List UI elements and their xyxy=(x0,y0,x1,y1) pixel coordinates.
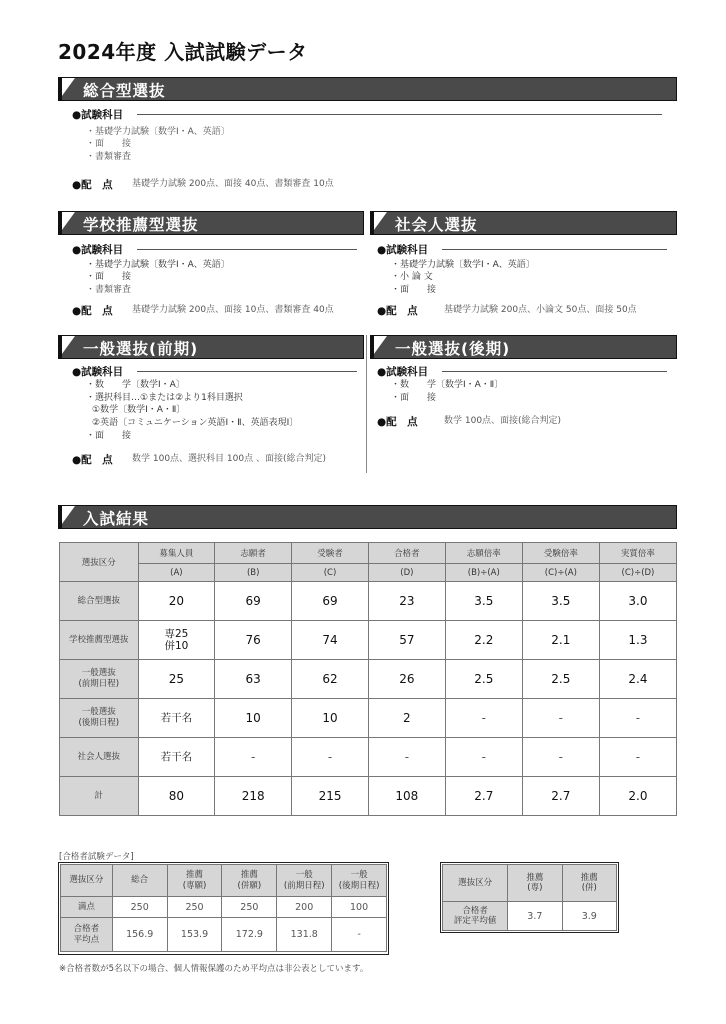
row-label: 満点 xyxy=(61,897,113,918)
table-cell: 3.7 xyxy=(508,902,562,931)
subject-item: ・基礎学力試験〔数学Ⅰ・A、英語〕 xyxy=(86,260,230,270)
score-text-shakai: 基礎学力試験 200点、小論文 50点、面接 50点 xyxy=(444,305,637,315)
subject-item: ②英語〔コミュニケーション英語Ⅰ・Ⅱ、英語表現Ⅰ〕 xyxy=(92,418,299,428)
row-label: 一般選抜 (後期日程) xyxy=(60,699,139,738)
column-header: 募集人員 xyxy=(138,543,215,564)
table-cell: - xyxy=(445,738,522,777)
footnote: ※合格者数が5名以下の場合、個人情報保護のため平均点は非公表としています。 xyxy=(59,964,369,974)
subject-item: ・書類審査 xyxy=(86,152,132,162)
column-header: 推薦 (専) xyxy=(508,865,562,902)
table-cell: 若干名 xyxy=(138,699,215,738)
table-row xyxy=(60,699,677,738)
column-header: 実質倍率 xyxy=(599,543,676,564)
table-row xyxy=(443,902,617,931)
table-row xyxy=(60,660,677,699)
subject-item: ・数 学〔数学Ⅰ・A〕 xyxy=(86,380,185,390)
section-title-results: 入試結果 xyxy=(83,510,150,528)
subjects-label-gakkou: ●試験科目 xyxy=(72,244,124,256)
table-cell: 専25 併10 xyxy=(138,621,215,660)
column-header: 受験倍率 xyxy=(522,543,599,564)
divider xyxy=(442,249,667,250)
subject-item: ・選択科目…①または②より1科目選択 xyxy=(86,393,243,403)
subject-item: ・面 接 xyxy=(391,285,437,295)
table-cell: 200 xyxy=(277,897,332,918)
column-header: 一般 (前期日程) xyxy=(277,865,332,897)
section-title-zenki: 一般選抜(前期) xyxy=(83,340,199,358)
section-bar-shakai xyxy=(370,211,677,235)
table-cell: 25 xyxy=(138,660,215,699)
column-code: (C) xyxy=(292,564,369,582)
table-cell: 215 xyxy=(292,777,369,816)
table-cell: 2.1 xyxy=(522,621,599,660)
subjects-label-shakai: ●試験科目 xyxy=(377,244,429,256)
table-cell: - xyxy=(599,738,676,777)
score-text-gakkou: 基礎学力試験 200点、面接 10点、書類審査 40点 xyxy=(132,305,334,315)
column-header: 志願倍率 xyxy=(445,543,522,564)
table-cell: 63 xyxy=(215,660,292,699)
table-cell: 1.3 xyxy=(599,621,676,660)
column-code: (C)÷(D) xyxy=(599,564,676,582)
score-label-zenki: ●配 点 xyxy=(72,454,113,466)
table-cell: 2.5 xyxy=(522,660,599,699)
section-title-kouki: 一般選抜(後期) xyxy=(395,340,511,358)
score-text-zenki: 数学 100点、選択科目 100点 、面接(総合判定) xyxy=(132,454,326,464)
table-cell: 23 xyxy=(368,582,445,621)
column-header: 推薦 (専願) xyxy=(167,865,222,897)
subject-item: ・小 論 文 xyxy=(391,272,433,282)
row-label: 合格者 平均点 xyxy=(61,918,113,952)
row-label: 社会人選抜 xyxy=(60,738,139,777)
column-code: (D) xyxy=(368,564,445,582)
subject-item: ・数 学〔数学Ⅰ・A・Ⅱ〕 xyxy=(391,380,504,390)
divider xyxy=(137,114,662,115)
subjects-label-zenki: ●試験科目 xyxy=(72,366,124,378)
row-label: 計 xyxy=(60,777,139,816)
score-label-sougou: ●配 点 xyxy=(72,179,113,191)
table-cell: 153.9 xyxy=(167,918,222,952)
passer-data-table xyxy=(60,864,387,952)
column-code: (B) xyxy=(215,564,292,582)
table-cell: 62 xyxy=(292,660,369,699)
table-cell: 74 xyxy=(292,621,369,660)
table-row xyxy=(60,621,677,660)
table-cell: 57 xyxy=(368,621,445,660)
table-cell: 2 xyxy=(368,699,445,738)
table-cell: 69 xyxy=(292,582,369,621)
subject-item: ・基礎学力試験〔数学Ⅰ・A、英語〕 xyxy=(391,260,535,270)
column-header: 推薦 (併) xyxy=(562,865,616,902)
table-cell: 250 xyxy=(222,897,277,918)
table-cell: 2.0 xyxy=(599,777,676,816)
table-cell: - xyxy=(368,738,445,777)
subject-item: ・書類審査 xyxy=(86,285,132,295)
table-cell: - xyxy=(522,699,599,738)
table-cell: 218 xyxy=(215,777,292,816)
table-cell: - xyxy=(332,918,387,952)
row-label: 合格者 評定平均値 xyxy=(443,902,508,931)
table-cell: 156.9 xyxy=(112,918,167,952)
subjects-label-sougou: ●試験科目 xyxy=(72,109,124,121)
column-header: 受験者 xyxy=(292,543,369,564)
row-label: 総合型選抜 xyxy=(60,582,139,621)
row-label: 一般選抜 (前期日程) xyxy=(60,660,139,699)
table-cell: 250 xyxy=(112,897,167,918)
subject-item: ・面 接 xyxy=(86,139,132,149)
column-header: 選抜区分 xyxy=(61,865,113,897)
subjects-label-kouki: ●試験科目 xyxy=(377,366,429,378)
table-cell: 100 xyxy=(332,897,387,918)
column-header: 一般 (後期日程) xyxy=(332,865,387,897)
table-cell: 172.9 xyxy=(222,918,277,952)
table-row xyxy=(60,738,677,777)
table-cell: 若干名 xyxy=(138,738,215,777)
table-cell: - xyxy=(292,738,369,777)
subject-item: ・面 接 xyxy=(86,272,132,282)
subject-item: ・面 接 xyxy=(391,393,437,403)
column-divider xyxy=(366,335,367,473)
section-bar-kouki xyxy=(370,335,677,359)
divider xyxy=(137,249,357,250)
table-cell: 3.5 xyxy=(522,582,599,621)
column-header: 選抜区分 xyxy=(443,865,508,902)
score-label-kouki: ●配 点 xyxy=(377,416,418,428)
table-cell: 2.2 xyxy=(445,621,522,660)
table-cell: - xyxy=(445,699,522,738)
section-bar-zenki xyxy=(58,335,364,359)
table-cell: 3.5 xyxy=(445,582,522,621)
table-cell: - xyxy=(215,738,292,777)
subject-item: ①数学〔数学Ⅰ・A・Ⅱ〕 xyxy=(92,405,186,415)
table-cell: 2.7 xyxy=(522,777,599,816)
table-cell: - xyxy=(599,699,676,738)
table-cell: - xyxy=(522,738,599,777)
table-cell: 2.5 xyxy=(445,660,522,699)
table-cell: 2.7 xyxy=(445,777,522,816)
page-title: 2024年度 入試試験データ xyxy=(58,40,308,64)
table-row xyxy=(61,897,387,918)
table-cell: 10 xyxy=(215,699,292,738)
table-cell: 76 xyxy=(215,621,292,660)
section-bar-gakkou xyxy=(58,211,364,235)
table-cell: 2.4 xyxy=(599,660,676,699)
section-title-gakkou: 学校推薦型選抜 xyxy=(83,216,199,234)
column-header: 総合 xyxy=(112,865,167,897)
table-cell: 131.8 xyxy=(277,918,332,952)
results-table xyxy=(59,542,677,816)
table-cell: 250 xyxy=(167,897,222,918)
table-cell: 10 xyxy=(292,699,369,738)
score-label-shakai: ●配 点 xyxy=(377,305,418,317)
table-row xyxy=(61,918,387,952)
table-row xyxy=(60,582,677,621)
section-bar-sougou xyxy=(58,77,677,101)
column-header: 推薦 (併願) xyxy=(222,865,277,897)
column-header: 志願者 xyxy=(215,543,292,564)
score-text-kouki: 数学 100点、面接(総合判定) xyxy=(444,416,562,426)
subject-item: ・基礎学力試験〔数学Ⅰ・A、英語〕 xyxy=(86,127,230,137)
column-header: 選抜区分 xyxy=(60,543,139,582)
column-code: (C)÷(A) xyxy=(522,564,599,582)
subject-item: ・面 接 xyxy=(86,431,132,441)
hyotei-table xyxy=(442,864,617,931)
column-code: (A) xyxy=(138,564,215,582)
column-header: 合格者 xyxy=(368,543,445,564)
table-cell: 26 xyxy=(368,660,445,699)
score-label-gakkou: ●配 点 xyxy=(72,305,113,317)
table-cell: 69 xyxy=(215,582,292,621)
table-row xyxy=(60,777,677,816)
divider xyxy=(442,371,667,372)
divider xyxy=(137,371,357,372)
table-cell: 3.9 xyxy=(562,902,616,931)
table-cell: 20 xyxy=(138,582,215,621)
passer-caption: [合格者試験データ] xyxy=(59,852,134,862)
column-code: (B)÷(A) xyxy=(445,564,522,582)
section-title-sougou: 総合型選抜 xyxy=(83,82,166,100)
section-title-shakai: 社会人選抜 xyxy=(395,216,478,234)
section-bar-results xyxy=(58,505,677,529)
table-cell: 108 xyxy=(368,777,445,816)
row-label: 学校推薦型選抜 xyxy=(60,621,139,660)
table-cell: 80 xyxy=(138,777,215,816)
score-text-sougou: 基礎学力試験 200点、面接 40点、書類審査 10点 xyxy=(132,179,334,189)
table-cell: 3.0 xyxy=(599,582,676,621)
